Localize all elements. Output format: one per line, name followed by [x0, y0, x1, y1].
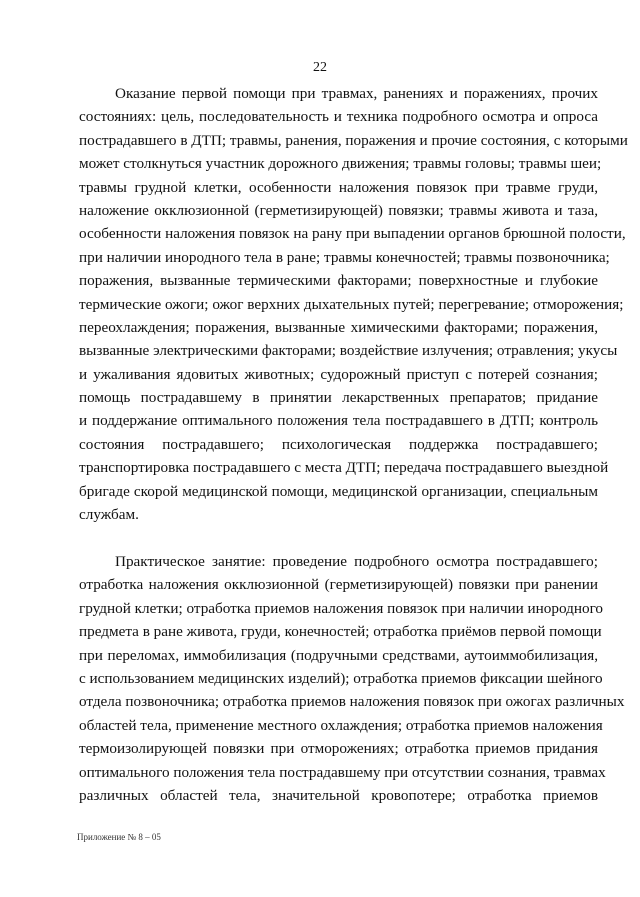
- paragraph-practical-session: [79, 550, 625, 807]
- text-line: может столкнуться участник дорожного движения; травмы головы; травмы шеи;: [79, 155, 602, 173]
- text-line: вызванные электрическими факторами; воздействие излучения; отравления; укусы: [79, 342, 618, 360]
- text-line: при переломах, иммобилизация (подручными средствами, аутоиммобилизация,: [79, 646, 598, 664]
- text-line: помощь пострадавшему в принятии лекарственных препаратов; придание: [79, 389, 598, 407]
- text-line: наложение окклюзионной (герметизирующей) повязки; травмы живота и таза,: [79, 201, 598, 219]
- text-line: состояния пострадавшего; психологическая поддержка пострадавшего;: [79, 435, 598, 453]
- text-line: поражения, вызванные термическими факторами; поверхностные и глубокие: [79, 272, 598, 290]
- text-line: отдела позвоночника; отработка приемов наложения повязок при ожогах различных: [79, 693, 625, 711]
- text-line: термоизолирующей повязки при отморожениях; отработка приемов придания: [79, 740, 598, 758]
- text-line: Практическое занятие: проведение подробного осмотра пострадавшего;: [115, 553, 598, 570]
- text-line: и ужаливания ядовитых животных; судорожный приступ с потерей сознания;: [79, 365, 598, 383]
- text-line: пострадавшего в ДТП; травмы, ранения, поражения и прочие состояния, с которыми: [79, 131, 628, 149]
- text-line: и поддержание оптимального положения тела пострадавшего в ДТП; контроль: [79, 412, 598, 430]
- text-line: предмета в ране живота, груди, конечностей; отработка приёмов первой помощи: [79, 623, 602, 641]
- page-number: 22: [313, 60, 327, 75]
- text-line: отработка наложения окклюзионной (герметизирующей) повязки при ранении: [79, 576, 598, 594]
- text-line: термические ожоги; ожог верхних дыхательных путей; перегревание; отморожения;: [79, 295, 624, 313]
- text-line: бригаде скорой медицинской помощи, медицинской организации, специальным: [79, 482, 598, 500]
- text-line: с использованием медицинских изделий); отработка приемов фиксации шейного: [79, 669, 603, 687]
- text-line: травмы грудной клетки, особенности наложения повязок при травме груди,: [79, 178, 598, 196]
- text-line: областей тела, применение местного охлаждения; отработка приемов наложения: [79, 716, 603, 734]
- paragraph-first-aid-topics: [79, 82, 628, 526]
- text-line: грудной клетки; отработка приемов наложения повязок при наличии инородного: [79, 599, 604, 617]
- text-line: службам.: [79, 506, 139, 524]
- text-line: транспортировка пострадавшего с места ДТП; передача пострадавшего выездной: [79, 459, 609, 477]
- footer-appendix-label: Приложение № 8 – 05: [77, 832, 161, 842]
- text-line: Оказание первой помощи при травмах, ранениях и поражениях, прочих: [115, 85, 598, 102]
- text-line: оптимального положения тела пострадавшему при отсутствии сознания, травмах: [79, 763, 606, 781]
- text-line: переохлаждения; поражения, вызванные химическими факторами; поражения,: [79, 318, 598, 336]
- text-line: особенности наложения повязок на рану при выпадении органов брюшной полости,: [79, 225, 626, 243]
- text-line: различных областей тела, значительной кровопотере; отработка приемов: [79, 786, 598, 804]
- text-line: состояниях: цель, последовательность и техника подробного осмотра и опроса: [79, 108, 598, 126]
- text-line: при наличии инородного тела в ране; травмы конечностей; травмы позвоночника;: [79, 248, 610, 266]
